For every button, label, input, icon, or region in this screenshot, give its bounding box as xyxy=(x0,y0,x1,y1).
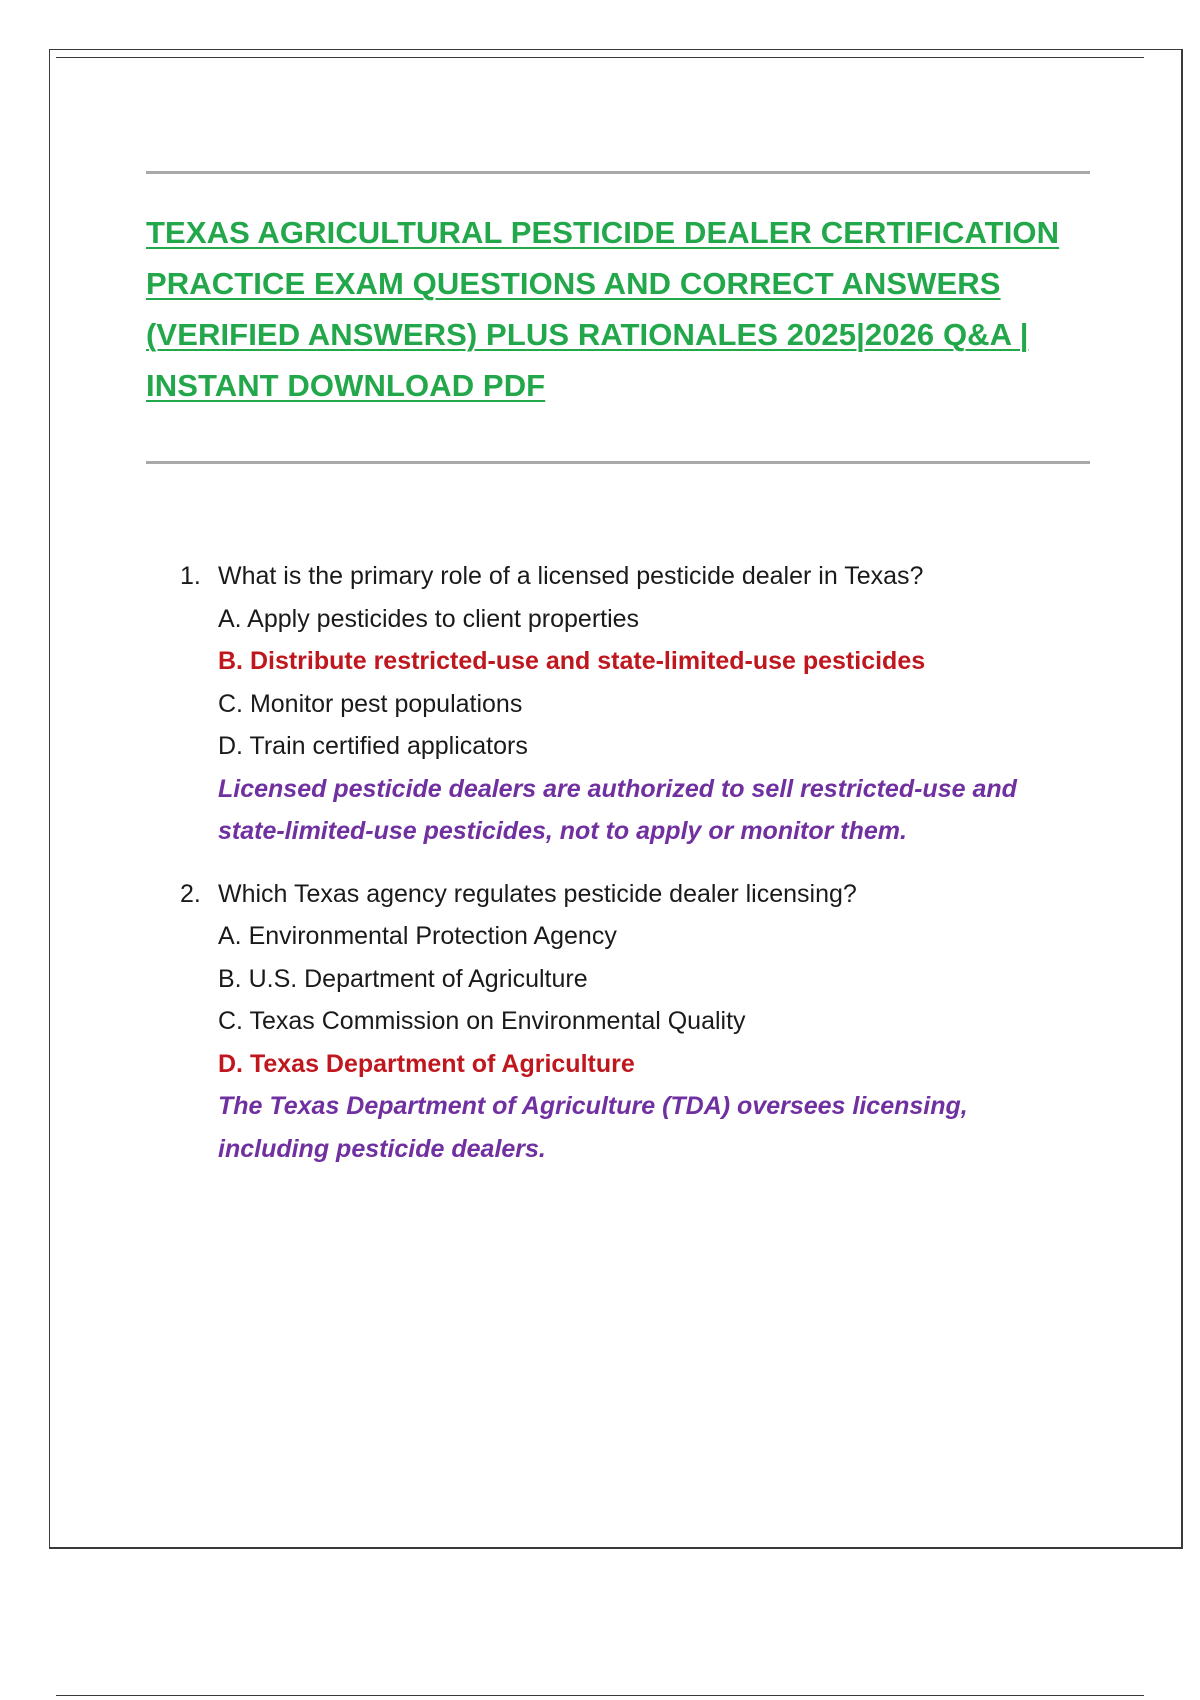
rationale-line: The Texas Department of Agriculture (TDA) oversees licensing, xyxy=(218,1092,968,1120)
title-line: INSTANT DOWNLOAD PDF xyxy=(146,368,546,403)
document-title xyxy=(146,207,1060,411)
rationale-line: including pesticide dealers. xyxy=(218,1134,546,1163)
correct-answer-option-d: D. Texas Department of Agriculture xyxy=(218,1049,635,1078)
title-line: PRACTICE EXAM QUESTIONS AND CORRECT ANSWERS xyxy=(146,266,1001,301)
answer-option-a: A. Apply pesticides to client properties xyxy=(218,604,640,633)
top-border-rule xyxy=(56,57,1144,58)
question-list xyxy=(180,555,1080,1190)
correct-answer-option-b: B. Distribute restricted-use and state-limited-use pesticides xyxy=(218,647,926,675)
answer-option-d: D. Train certified applicators xyxy=(218,732,528,760)
bottom-border-rule xyxy=(56,1695,1144,1696)
title-line: (VERIFIED ANSWERS) PLUS RATIONALES 2025|2026 Q&A | xyxy=(146,317,1029,352)
question-number: 1. xyxy=(180,562,201,590)
answer-option-c: C. Monitor pest populations xyxy=(218,689,523,718)
rationale-line: Licensed pesticide dealers are authorized to sell restricted-use and xyxy=(218,774,1017,803)
question-item xyxy=(180,555,1080,853)
question-item xyxy=(180,873,1080,1171)
question-text: Which Texas agency regulates pesticide dealer licensing? xyxy=(218,879,857,908)
title-top-divider xyxy=(146,171,1090,174)
answer-option-c: C. Texas Commission on Environmental Quality xyxy=(218,1007,746,1035)
answer-option-a: A. Environmental Protection Agency xyxy=(218,922,617,950)
question-number: 2. xyxy=(180,879,201,908)
question-text: What is the primary role of a licensed pesticide dealer in Texas? xyxy=(218,562,924,590)
answer-option-b: B. U.S. Department of Agriculture xyxy=(218,964,588,993)
rationale-line: state-limited-use pesticides, not to apply or monitor them. xyxy=(218,817,907,845)
title-line: TEXAS AGRICULTURAL PESTICIDE DEALER CERTIFICATION xyxy=(146,215,1060,250)
title-bottom-divider xyxy=(146,461,1090,464)
